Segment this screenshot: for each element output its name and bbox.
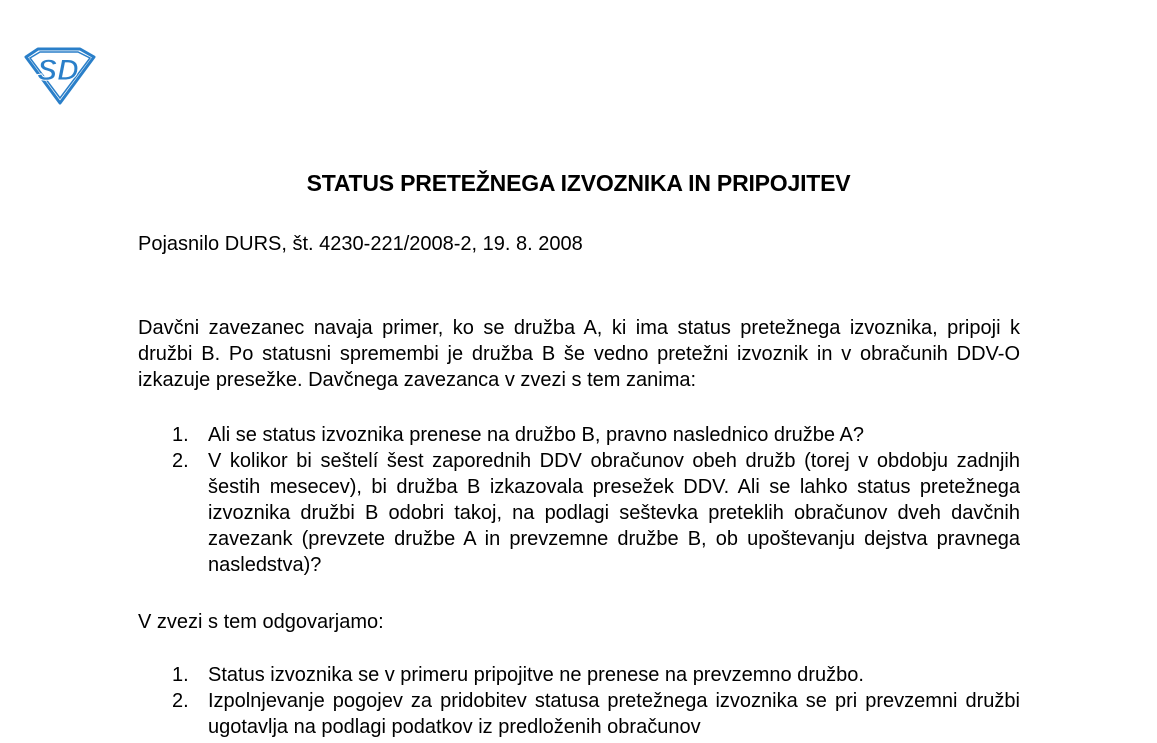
list-item-text: V kolikor bi seštelí šest zaporednih DDV obračunov obeh družb (torej v obdobju zadnjih šestih mesecev), bi družba B izkazovala presežek DDV. Ali se lahko status pretežnega izvoznika družbi B odobri takoj, na podlagi seštevka preteklih obračunov dveh davčnih zavezank (prevzete družbe A in prevzemne družbe B, ob upoštevanju dejstva pravnega nasledstva)? — [208, 450, 1020, 576]
list-item-number: 2. — [172, 450, 189, 472]
document-title: STATUS PRETEŽNEGA IZVOZNIKA IN PRIPOJITEV — [306, 170, 851, 196]
list-item-number: 2. — [172, 690, 189, 712]
list-item-number: 1. — [172, 424, 189, 446]
list-item-text: Izpolnjevanje pogojev za pridobitev statusa pretežnega izvoznika se pri prevzemni družbi ugotavlja na podlagi podatkov iz predloženih obračunov — [208, 690, 1020, 738]
list-item-number: 1. — [172, 664, 189, 686]
document-reference: Pojasnilo DURS, št. 4230-221/2008-2, 19. 8. 2008 — [138, 233, 583, 255]
svg-text:SD: SD — [37, 54, 79, 87]
answer-intro: V zvezi s tem odgovarjamo: — [138, 611, 384, 633]
list-item-text: Ali se status izvoznika prenese na družbo B, pravno naslednico družbe A? — [208, 424, 864, 446]
answer-list — [138, 662, 1020, 740]
question-list — [138, 422, 1020, 578]
list-item — [138, 422, 1020, 448]
sd-diamond-logo-icon — [20, 47, 98, 105]
list-item — [138, 448, 1020, 578]
list-item-text: Status izvoznika se v primeru pripojitve ne prenese na prevzemno družbo. — [208, 664, 864, 686]
intro-paragraph: Davčni zavezanec navaja primer, ko se družba A, ki ima status pretežnega izvoznika, pripoji k družbi B. Po statusni spremembi je družba B še vedno pretežni izvoznik in v obračunih DDV-O izkazuje presežke. Davčnega zavezanca v zvezi s tem zanima: — [138, 317, 1020, 391]
list-item — [138, 662, 1020, 688]
list-item — [138, 688, 1020, 740]
